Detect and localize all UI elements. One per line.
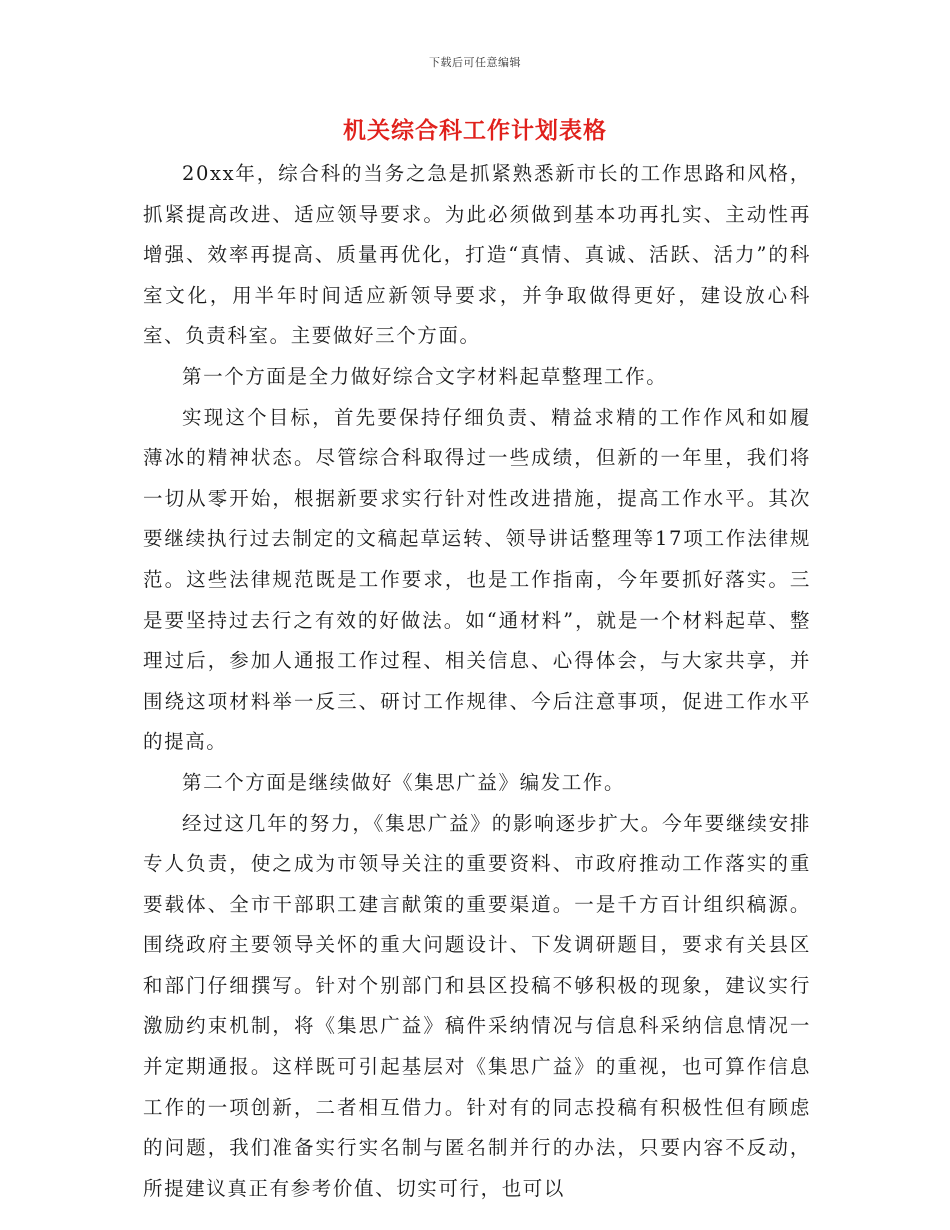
paragraph-section-1-body: 实现这个目标，首先要保持仔细负责、精益求精的工作作风和如履薄冰的精神状态。尽管综合科取得过一些成绩，但新的一年里，我们将一切从零开始，根据新要求实行针对性改进措施，提高工作水平。其次要继续执行过去制定的文稿起草运转、领导讲话整理等17项工作法律规范。这些法律规范既是工作要求，也是工作指南，今年要抓好落实。三是要坚持过去行之有效的好做法。如“通材料”，就是一个材料起草、整理过后，参加人通报工作过程、相关信息、心得体会，与大家共享，并围绕这项材料举一反三、研讨工作规律、今后注意事项，促进工作水平的提高。 [143,405,811,754]
header-note: 下载后可任意编辑 [429,56,521,69]
document-body [143,154,811,1209]
paragraph-section-2-heading: 第二个方面是继续做好《集思广益》编发工作。 [182,770,626,794]
paragraph-section-2-body: 经过这几年的努力，《集思广益》的影响逐步扩大。今年要继续安排专人负责，使之成为市领导关注的重要资料、市政府推动工作落实的重要载体、全市干部职工建言献策的重要渠道。一是千方百计组织稿源。围绕政府主要领导关怀的重大问题设计、下发调研题目，要求有关县区和部门仔细撰写。针对个别部门和县区投稿不够积极的现象，建议实行激励约束机制，将《集思广益》稿件采纳情况与信息科采纳信息情况一并定期通报。这样既可引起基层对《集思广益》的重视，也可算作信息工作的一项创新，二者相互借力。针对有的同志投稿有积极性但有顾虑的问题，我们准备实行实名制与匿名制并行的办法，只要内容不反动，所提建议真正有参考价值、切实可行，也可以 [143,811,811,1200]
paragraph-section-1-heading: 第一个方面是全力做好综合文字材料起草整理工作。 [182,364,668,388]
paragraph-intro: 20xx年，综合科的当务之急是抓紧熟悉新市长的工作思路和风格，抓紧提高改进、适应领导要求。为此必须做到基本功再扎实、主动性再增强、效率再提高、质量再优化，打造“真情、真诚、活跃、活力”的科室文化，用半年时间适应新领导要求，并争取做得更好，建设放心科室、负责科室。主要做好三个方面。 [143,162,811,348]
document-title: 机关综合科工作计划表格 [343,117,607,144]
